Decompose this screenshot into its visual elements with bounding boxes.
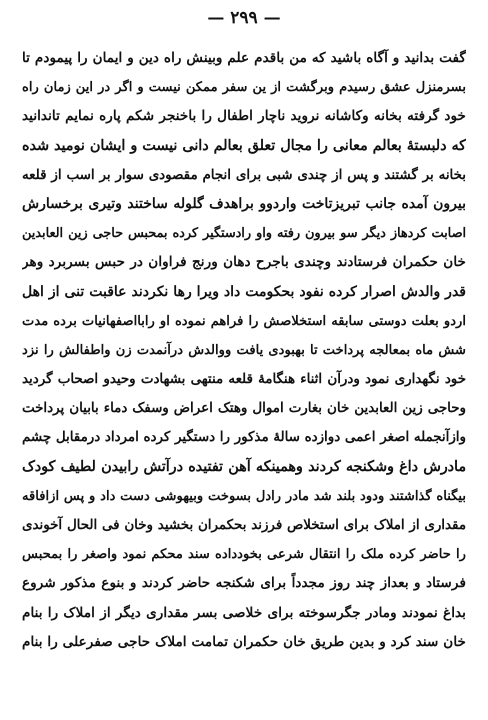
text-line: شش ماه بمعالجه پرداخت تا بهبودی یافت ووالدش درآنمدت زن واطفالش را نزد bbox=[22, 342, 466, 358]
text-line: که دلبستهٔ بعالم معانی را مجال تعلق بعالم دانی نیست و ایشان نومید شده bbox=[22, 137, 466, 154]
text-line: گفت بدانید و آگاه باشید که من باقدم علم وبینش راه دین و ایمان را پیمودم تا bbox=[22, 50, 466, 66]
text-line: خود نگهداری نمود ودرآن اثناء هنگامهٔ قلعه منتهی بشهادت وحیدو اصحاب گردید bbox=[22, 371, 466, 388]
text-line: خود گرفته بخانه وکاشانه نروید ناچار اطفال را باخنجر شکم پاره نمایم تاندانید bbox=[22, 108, 466, 125]
text-line: بسرمنزل عشق رسیدم وبرگشت از ین سفر ممکن نیست و اگر در این زمان راه bbox=[22, 80, 466, 96]
text-line: مقداری از املاک برای استخلاص فرزند بحکمران بخشید وخان فی الحال آخوندی bbox=[22, 517, 466, 533]
text-line: بیرون آمده جانب تبریزتاخت واردوو براهدف گلوله ساختند وتیری برخسارش bbox=[22, 195, 466, 212]
text-line: خان حکمران فرستادند وچندی باجرح دهان ورنج فراوان در حبس بسربرد وهر bbox=[22, 254, 466, 271]
text-line: اصابت کردهاز دیگر سو بیرون رفته واو رادستگیر کرده بمحبس حاجی زین العابدین bbox=[22, 226, 466, 242]
body-text bbox=[22, 44, 466, 657]
page-number: — ۲۹۹ — bbox=[207, 8, 281, 28]
text-line: مادرش داغ وشکنجه کردند وهمینکه آهن تفتیده درآتش رابیدن لطیف کودک bbox=[22, 458, 466, 475]
text-line: فرستاد و بعداز چند روز مجدداً برای شکنجه حاضر کردند و بنوع مذکور شروع bbox=[22, 575, 466, 592]
text-line: اردو بعلت دوستی سابقه استخلاصش را فراهم نموده او رابااصفهانیات برده مدت bbox=[22, 313, 466, 329]
text-line: قدر والدش اصرار کرده نفود بحکومت داد ویرا رها نکردند عاقبت تنی از اهل bbox=[22, 283, 466, 300]
text-line: وحاجی زین العابدین خان بغارت اموال وهتک اعراض وسفک دماء بابیان پرداخت bbox=[22, 400, 466, 417]
text-line: خان سند کرد و بدین طریق خان حکمران تمامت املاک حاجی صفرعلی را بنام bbox=[22, 633, 466, 650]
text-line: بداغ نمودند ومادر جگرسوخته برای خلاصی بسر مقداری دیگر از املاک را بنام bbox=[22, 604, 466, 621]
text-line: بخانه بر گشتند و پس از چندی شبی برای انجام مقصودی سوار بر اسب از قلعه bbox=[22, 166, 466, 183]
text-line: وازآنجمله اصغر اعمی دوازده سالهٔ مذکور را دستگیر کرده امرداد درمقابل چشم bbox=[22, 429, 466, 446]
text-line: را حاضر کرده ملک را انتقال شرعی بخودداده سند محکم نمود واصغر را بمحبس bbox=[22, 547, 466, 563]
text-line: بیگناه گذاشتند ودود بلند شد مادر رادل بسوخت وبیهوشی دست داد و پس ازافاقه bbox=[22, 488, 466, 504]
